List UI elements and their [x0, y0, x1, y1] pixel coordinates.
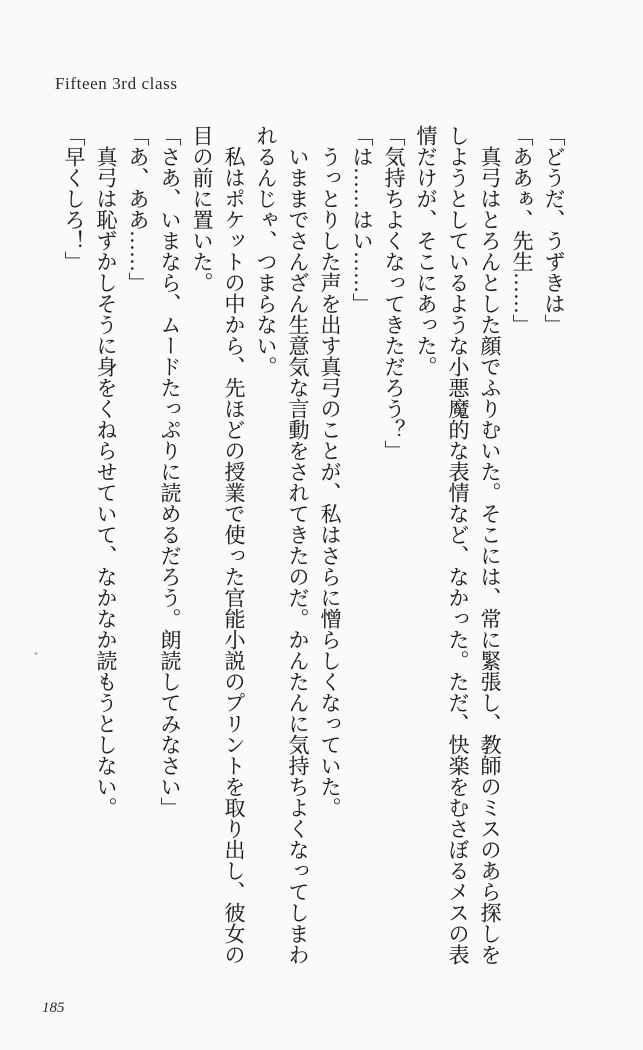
text-column: 「どうだ、うずきは」: [542, 125, 566, 335]
text-column: 「早くしろ！」: [62, 125, 86, 272]
text-column: いままでさんざん生意気な言動をされてきたのだ。かんたんに気持ちよくなってしまわ: [286, 146, 310, 965]
text-column: 「あ、ああ……」: [126, 125, 150, 293]
text-column: 目の前に置いた。: [190, 125, 214, 293]
text-column: しようとしているような小悪魔的な表情など、なかった。ただ、快楽をむさぼるメスの表: [446, 125, 470, 965]
text-column: 真弓は恥ずかしそうに身をくねらせていて、なかなか読もうとしない。: [94, 146, 118, 818]
text-column: 真弓はとろんとした顔でふりむいた。そこには、常に緊張し、教師のミスのあら探しを: [478, 146, 502, 965]
text-column: 「は……はい……」: [350, 125, 374, 314]
running-header: Fifteen 3rd class: [55, 74, 178, 93]
text-column: 「さあ、いまなら、ムードたっぷりに読めるだろう。朗読してみなさい」: [158, 125, 182, 818]
text-column: 私はポケットの中から、先ほどの授業で使った官能小説のプリントを取り出し、彼女の: [222, 146, 246, 965]
text-column: れるんじゃ、つまらない。: [254, 125, 278, 377]
text-column: 「ああぁ、先生……」: [510, 125, 534, 335]
scan-speck: [34, 651, 39, 655]
text-column: うっとりした声を出す真弓のことが、私はさらに憎らしくなっていた。: [318, 146, 342, 818]
vertical-text-block: [58, 125, 570, 985]
page-number: 185: [42, 1000, 65, 1016]
text-column: 「気持ちよくなってきただろう？」: [382, 125, 406, 461]
text-column: 情だけが、そこにあった。: [414, 125, 438, 377]
